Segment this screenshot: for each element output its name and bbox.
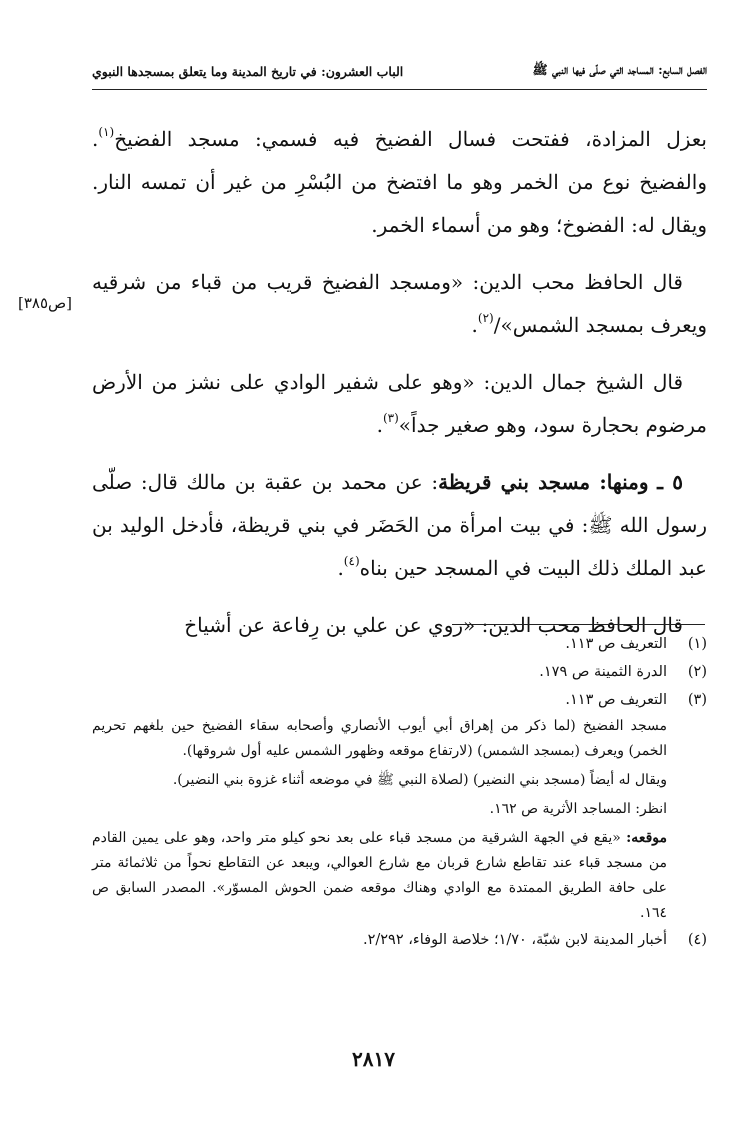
footnote-number: (٣) bbox=[687, 692, 707, 708]
header-chapter: الفصل السابع: المساجد التي صلّى فيها النبي ﷺ bbox=[532, 62, 707, 77]
header-divider bbox=[92, 89, 707, 90]
footnote-number: (٤) bbox=[687, 932, 707, 948]
footnote-3 bbox=[92, 686, 707, 714]
note-label: موقعه: bbox=[626, 830, 667, 846]
paragraph-text: بعزل المزادة، ففتحت فسال الفضيخ فيه فسمي: مسجد الفضيخ bbox=[114, 127, 707, 151]
paragraph-text: . bbox=[376, 413, 383, 437]
footnote-marker[interactable]: (٣) bbox=[382, 411, 399, 425]
item-number: ٥ ـ bbox=[657, 470, 684, 494]
footnote-note: انظر: المساجد الأثرية ص ١٦٢. bbox=[489, 801, 667, 817]
footnote-text: أخبار المدينة لابن شبّة، ١/٧٠؛ خلاصة الوفاء، ٢/٢٩٢. bbox=[362, 932, 667, 948]
paragraph-4 bbox=[92, 461, 707, 590]
margin-page-reference: [ص٣٨٥] bbox=[18, 294, 73, 312]
paragraph-text: . والفضيخ نوع من الخمر وهو ما افتضخ من البُسْرِ من غير أن تمسه النار. ويقال له: الفضوخ؛ وهو من أسماء الخمر. bbox=[92, 127, 707, 237]
paragraph-text: . bbox=[471, 313, 478, 337]
footnote-number: (١) bbox=[687, 636, 707, 652]
paragraph-3 bbox=[92, 361, 707, 447]
footnote-text: التعريف ص ١١٣. bbox=[565, 636, 667, 652]
paragraph-text: قال الحافظ محب الدين: «ومسجد الفضيخ قريب من قباء من شرقيه ويعرف بمسجد الشمس»/ bbox=[92, 270, 707, 337]
section-heading: ومنها: مسجد بني قريظة bbox=[438, 470, 649, 494]
footnote-text: التعريف ص ١١٣. bbox=[565, 692, 667, 708]
main-text bbox=[92, 118, 707, 647]
footnotes bbox=[92, 630, 707, 954]
page-number: ٢٨١٧ bbox=[352, 1047, 395, 1071]
footnote-note: ويقال له أيضاً (مسجد بني النضير) (لصلاة النبي ﷺ في موضعه أثناء غزوة بني النضير). bbox=[172, 772, 667, 788]
header-section: الباب العشرون: في تاريخ المدينة وما يتعلق بمسجدها النبوي bbox=[92, 64, 404, 79]
paragraph-text: . bbox=[337, 556, 344, 580]
footnote-2 bbox=[92, 658, 707, 686]
paragraph-text: : عن محمد بن عقبة بن مالك قال: صلّى رسول الله ﷺ: في بيت امرأة من الحَضَر في بني قريظة، فأدخل الوليد بن عبد الملك ذلك البيت في المسجد حين بناه bbox=[92, 470, 707, 580]
footnote-marker[interactable]: (٢) bbox=[477, 311, 494, 325]
footnote-marker[interactable]: (٤) bbox=[343, 554, 360, 568]
note-text: «يقع في الجهة الشرقية من مسجد قباء على بعد نحو كيلو متر واحد، وهو على يمين القادم من مسجد قباء عند تقاطع شارع قربان مع شارع العوالي، ويبعد عن التقاطع نحواً من ثلاثمائة متر على حافة الطريق الممتدة مع الوادي وهناك موقعه ضمن الحوش المسوّر». المصدر السابق ص ١٦٤. bbox=[92, 830, 667, 921]
footnote-1 bbox=[92, 630, 707, 658]
running-header bbox=[92, 62, 707, 81]
paragraph-2 bbox=[92, 261, 707, 347]
footnote-note bbox=[92, 826, 667, 926]
footnote-4 bbox=[92, 926, 707, 954]
footnote-number: (٢) bbox=[687, 664, 707, 680]
paragraph-1 bbox=[92, 118, 707, 247]
paragraph-text: قال الحافظ محب الدين: «روي عن علي بن رِفاعة عن أشياخ bbox=[184, 613, 683, 637]
footnote-text: الدرة الثمينة ص ١٧٩. bbox=[539, 664, 667, 680]
footnote-marker[interactable]: (١) bbox=[98, 125, 115, 139]
footnote-note: مسجد الفضيخ (لما ذكر من إهراق أبي أيوب الأنصاري وأصحابه سقاء الفضيخ حين بلغهم تحريم الخمر) ويعرف (بمسجد الشمس) (لارتفاع موقعه وظهور الشمس عليه أول شروقها). bbox=[92, 718, 667, 759]
paragraph-text: قال الشيخ جمال الدين: «وهو على شفير الوادي على نشز من الأرض مرضوم بحجارة سود، وهو صغير جداً» bbox=[92, 370, 707, 437]
footnote-divider bbox=[452, 624, 705, 625]
